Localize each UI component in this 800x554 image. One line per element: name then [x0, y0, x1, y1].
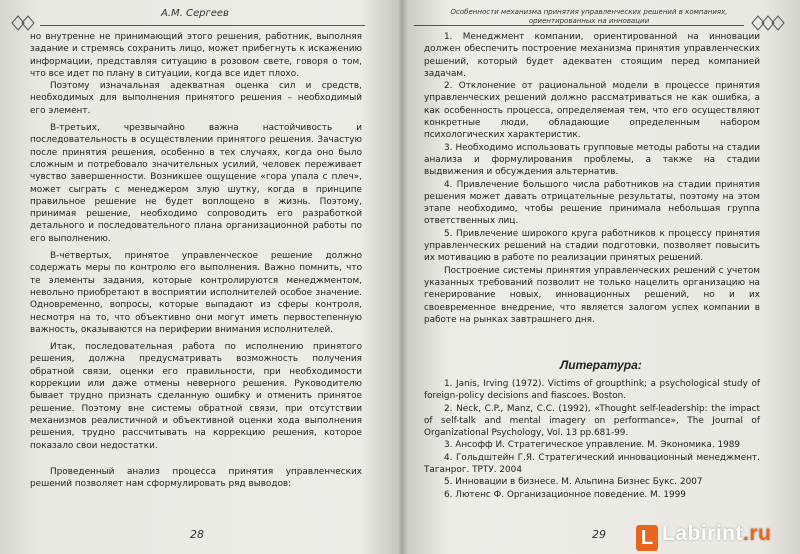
- reference-item: 4. Гольдштейн Г.Я. Стратегический инновационный менеджмент. Таганрог. ТРТУ. 2004: [424, 452, 760, 476]
- page-number: 29: [592, 528, 606, 541]
- conclusion-item: 3. Необходимо использовать групповые методы работы на стадии анализа и формулирования проблемы, а также на стадии выдвижения и обсуждения альтернатив.: [424, 142, 760, 178]
- paragraph: В-четвертых, принятое управленческое решение должно содержать меры по контролю его выполнения. Важно помнить, что те элементы задания, которые контролируются менеджментом, невольно приобретают в восприятии исполнителей особое значение. Одновременно, вопросы, которые выпадают из сферы контроля, несмотря на то, что объективно они могут иметь первостепенную важность, оказываются на периферии внимания исполнителей.: [30, 251, 362, 335]
- header-rule: [40, 25, 365, 26]
- running-header: А.М. Сергеев: [161, 8, 229, 19]
- literature-heading: Литература:: [560, 358, 642, 372]
- running-header: [424, 8, 754, 25]
- reference-item: 6. Лютенс Ф. Организационное поведение. М. 1999: [444, 489, 686, 500]
- reference-item: 1. Janis, Irving (1972). Victims of groupthink; a psychological study of foreign-policy decisions and fiascoes. Boston.: [424, 379, 760, 402]
- conclusion-item: 1. Менеджмент компании, ориентированной на инновации должен обеспечить построение механизма принятия управленческих решений, который будет адекватен стоящим перед компанией задачам.: [424, 32, 760, 79]
- paragraph: Итак, последовательная работа по исполнению принятого решения, должна предусматривать возможность получения обратной связи, оценки его правильности, при необходимости коррекции или даже отмены неверного решения. Руководителю бывает трудно признать сделанную ошибку и отменить принятое решение. Поэтому вне системы обратной связи, при отсутствии механизмов реалистичной и объективной оценки хода выполнения решения, трудно рассчитывать на коррекцию решения, которое показало свои недостатки.: [30, 342, 362, 451]
- labirint-logo-icon: L: [636, 525, 658, 551]
- conclusion-item: 2. Отклонение от рациональной модели в процессе принятия управленческих решений должно рассматриваться не как ошибка, а как особенность процесса, определяемая тем, что его осуществляют конкретные люди, обладающие определенным набором психологических характеристик.: [424, 81, 760, 141]
- header-rule: [414, 25, 744, 26]
- paragraph: но внутренне не принимающий этого решения, работник, выполняя задание и стремясь сохранить лицо, может прибегнуть к искажению информации, представляя ситуацию в розовом свете, говоря о том, что все идет по плану в ситуации, когда все идет плохо.: [30, 32, 362, 79]
- paragraph: Проведенный анализ процесса принятия управленческих решений позволяет нам сформулировать ряд выводов:: [30, 466, 362, 490]
- left-page: [0, 0, 398, 554]
- labirint-watermark-logo: [636, 522, 800, 554]
- running-header-line: ориентированных на инновации: [528, 16, 650, 25]
- conclusion-item: 4. Привлечение большого числа работников на стадии принятия решения может давать отрицательные результаты, поэтому на этом этапе необходимо, чтобы решение принимала небольшая группа ответственных лиц.: [424, 179, 760, 227]
- reference-item: 5. Инновации в бизнесе. М. Альпина Бизнес Букс. 2007: [444, 477, 703, 488]
- page-number: 28: [190, 528, 204, 541]
- conclusion-item: 5. Привлечение широкого круга работников к процессу принятия управленческих решений на стадии подготовки, позволяет повысить их мотивацию в работе по реализации принятых решений.: [424, 228, 760, 264]
- right-page: [404, 0, 800, 554]
- paragraph: Построение системы принятия управленческих решений с учетом указанных требований позволит не только нацелить организацию на генерирование новых, инновационных решений, но и их своевременное внедрение, что является залогом успех компании в работе на рынках завтрашнего дня.: [424, 265, 760, 325]
- logo-text-accent: .ru: [743, 522, 772, 545]
- left-body-text: [30, 31, 362, 490]
- reference-item: 3. Ансофф И. Стратегическое управление. М. Экономика. 1989: [444, 440, 741, 451]
- logo-text: [662, 522, 771, 546]
- paragraph: Поэтому изначальная адекватная оценка сил и средств, необходимых для выполнения принятого решения – необходимый его элемент.: [30, 81, 362, 116]
- reference-item: 2. Neck, C.P., Manz, C.C. (1992), «Thought self-leadership: the impact of self-talk and mental imagery on performance», The Journal of Organizational Psychology, Vol. 13 pp.681-99.: [424, 403, 760, 439]
- paragraph: В-третьих, чрезвычайно важна настойчивость и последовательность в осуществлении принятого решения. Зачастую после принятия решения, особенно в тех случаях, когда оно было сложным и потребовало значительных усилий, человек переживает чувство завершенности. Возникшее ощущение «гора упала с плеч», может сыграть с менеджером злую шутку, когда в принципе правильное решение не будет воплощено в жизнь. Поэтому, принимая решение, необходимо сопроводить его разработкой детального и последовательного плана организационной работы по его выполнению.: [30, 123, 362, 244]
- reference-list: [424, 378, 760, 501]
- running-header-line: Особенности механизма принятия управленческих решений в компаниях,: [450, 8, 728, 16]
- logo-text-main: Labirint: [662, 522, 743, 545]
- right-body-text: [424, 31, 760, 326]
